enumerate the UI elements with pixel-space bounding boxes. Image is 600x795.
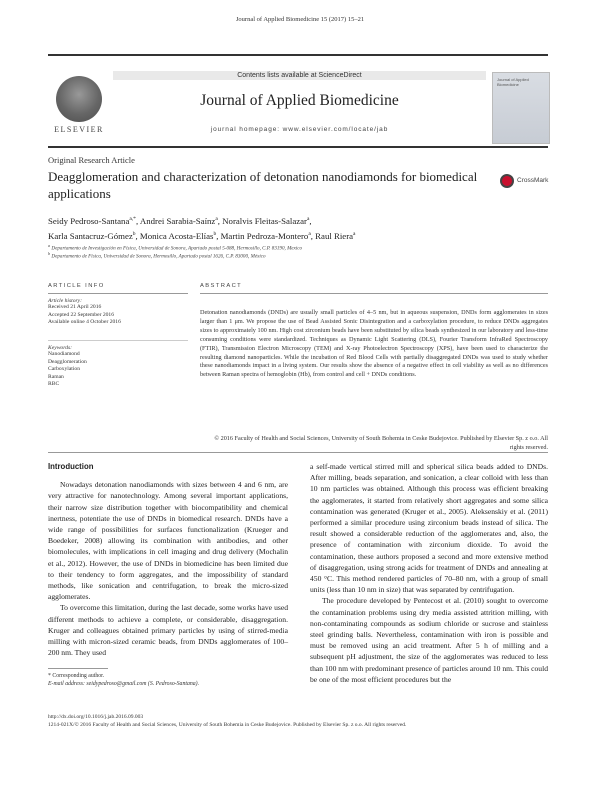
article-info-rule (48, 293, 188, 294)
author[interactable]: Andrei Sarabia-Saínz (139, 215, 216, 226)
doi-link[interactable]: http://dx.doi.org/10.1016/j.jab.2016.09.003 (48, 714, 144, 720)
keywords-rule (48, 340, 188, 341)
author-sup: a (353, 231, 356, 238)
author-sup: a,* (129, 216, 136, 222)
keywords-label: Keywords: (48, 345, 73, 351)
affiliation-text: Departamento de Investigación en Física, Universidad de Sonora, Apartado postal 5-088, Hermosillo, C.P. 83190, Mexico (51, 245, 303, 252)
abstract-rule (200, 293, 548, 294)
paragraph: Nowadays detonation nanodiamonds with sizes between 4 and 6 nm, are very attractive for nanotechnology. Among several important applications, their narrow size distribution together with biocompatibility and chemical inertness, potentiate the use of DNDs in biomedical research. DNDs have a wide range of possibilities for surfaces functionalization (Krueger and Boedeker, 2008) allowing its combination with antibodies, and other biomolecules, with implications in cell imaging and drug delivery (Mochalin et al., 2012). However, the use of DNDs in biomedicine has been limited due to their tendency to form aggregates, and the impossibility of standard methods, like sonication and centrifugation, to break the micro-sized agglomerates. (48, 480, 288, 602)
author[interactable]: Raul Riera (315, 231, 354, 242)
paragraph: a self-made vertical stirred mill and spherical silica beads added to DNDs. After milling, beads separation, and sonication, a clear colloid with less than 10 nm particles was obtained. Although this process was efficient breaking the agglomerates, it started from relatively short aggregates and some silica contamination was generated (Kruger et al., 2005). Aleksenskiy et al. (2011) performed a similar procedure using zirconium beads instead of silica. The result showed a considerable reduction of the agglomerates and, also, the presence of contamination with zirconium dioxide. To avoid the contamination, these authors proposed a second and more extensive method of disaggregation, using strong acids for treatment of DNDs and annealing at 450 °C. This method rendered particles of 70–80 nm, with a group of small units (less than 10 nm in size) that was separated by centrifugation. (310, 462, 548, 595)
cover-title: Journal of Applied Biomedicine (497, 77, 529, 87)
publisher-name: ELSEVIER (54, 125, 104, 134)
received-date: Received 21 April 2016 (48, 304, 102, 310)
footnote-rule (48, 668, 108, 669)
crossmark-label: CrossMark (517, 177, 549, 184)
author[interactable]: Seidy Pedroso-Santana (48, 215, 130, 226)
abstract-copyright: © 2016 Faculty of Health and Social Sciences, University of South Bohemia in Ceske Budejovice. Published by Elsevier Sp. z o.o. All rights reserved. (214, 435, 548, 451)
body-right-column (310, 461, 548, 685)
page-footer (48, 713, 548, 729)
author-sup: b (213, 231, 217, 238)
journal-homepage-link[interactable]: journal homepage: www.elsevier.com/locate/jab (210, 126, 389, 133)
paragraph: To overcome this limitation, during the last decade, some works have used different methods to achieve a complete, or considerable, disaggregation. Kruger and colleagues obtained primary particles by using of stirred-media milling with micron-sized ceramic beads, from DNDs agglomerates of 100–200 nm. They used (48, 603, 288, 658)
author-sup: a (215, 216, 218, 222)
affiliation-sup: b (48, 251, 51, 256)
author[interactable]: Monica Acosta-Elías (139, 231, 214, 242)
tree-icon (56, 76, 102, 122)
journal-cover-image (492, 72, 550, 144)
affiliation (48, 251, 548, 260)
paragraph: The procedure developed by Pentecost et al. (2010) sought to overcome the contamination problems using dry media assisted attrition milling, with non-contaminating compounds as sodium chloride or sucrose and stainless steel grinding balls. Nevertheless, contamination with iron is possible and must be removed using an acid treatment. After 5 h of milling and a subsequent pH adjustment, the size of the agglomerates was reduced to less than 100 nm with predominant presence of particles around 10 nm. This could be one of the most efficient procedures but the (310, 596, 548, 684)
header-bottom-rule (48, 146, 548, 148)
affiliation-sup: a (48, 243, 51, 248)
abstract-heading: ABSTRACT (200, 283, 243, 289)
article-title: Deagglomeration and characterization of detonation nanodiamonds for biomedical applications (48, 169, 478, 201)
corresponding-author: * Corresponding author. (48, 673, 105, 679)
keyword: Nanodiamond (48, 351, 80, 357)
contents-available[interactable]: Contents lists available at ScienceDirect (113, 71, 486, 80)
keywords-block (48, 345, 188, 389)
elsevier-logo (48, 72, 110, 134)
introduction-heading: Introduction (48, 462, 94, 471)
author-sup: b (132, 231, 136, 238)
accepted-date: Accepted 22 September 2016 (48, 311, 115, 318)
article-info-heading: ARTICLE INFO (48, 283, 105, 289)
author-email[interactable]: E-mail address: seidypedroso@gmail.com (S. Pedroso-Santana). (48, 681, 200, 687)
keyword: Raman (48, 373, 64, 380)
abstract-bottom-rule (48, 452, 548, 453)
author[interactable]: Karla Santacruz-Gómez (48, 231, 133, 242)
article-history (48, 298, 188, 327)
body-left-column (48, 461, 288, 658)
online-date: Available online 4 October 2016 (48, 319, 121, 326)
author[interactable]: Martin Pedroza-Montero (220, 231, 309, 242)
crossmark-icon (500, 174, 514, 188)
history-label: Article history: (48, 298, 83, 304)
footnote (48, 672, 298, 688)
author[interactable]: Noralvis Fleitas-Salazar (222, 215, 307, 226)
journal-citation: Journal of Applied Biomedicine 15 (2017) 15–21 (235, 16, 365, 23)
author-sup: a (308, 231, 311, 238)
keyword: RBC (48, 381, 60, 388)
crossmark-button[interactable] (500, 172, 548, 192)
keyword: Carboxylation (48, 366, 81, 373)
article-type: Original Research Article (48, 155, 135, 165)
author-list: Seidy Pedroso-Santana$^{a,*}$, Andrei Sarabia-Saínz$^a$, Noralvis Fleitas-Salazar$^a$, Karla Santacruz-Gómez$^b$, Monica Acosta-Elías$^b$, Martin Pedroza-Montero$^a$, Raul Riera$^a$ (48, 215, 356, 242)
journal-title: Journal of Applied Biomedicine (200, 92, 399, 109)
keyword: Deagglomeration (48, 358, 87, 365)
affiliation-text: Departamento de Física, Universidad de Sonora, Hermosillo, Apartado postal 1626, C.P. 83000, México (51, 253, 266, 260)
author-sup: a (306, 216, 310, 222)
header-top-rule (48, 54, 548, 56)
abstract-text: Detonation nanodiamonds (DNDs) are usually small particles of 4–5 nm, but in aqueous suspension, DNDs form agglomerates in sizes larger than 1 μm. We propose the use of Bead Assisted Sonic Disintegration and a carboxylation procedure, to reduce DNDs aggregates sizes to approximately 100 nm. High cost zirconium beads have been substituted by silica beads synthesized in our laboratory and less-time consuming conditions were standardized. Techniques as Dynamic Light Scattering (DLS), Fourier Transform InfraRed Spectroscopy (FTIR), Transmission Electron Microscopy (TEM) and X-ray Photoelectron Spectroscopy (XPS), have been used to characterize the resulting diamond nanoparticles. While the incubation of Red Blood Cells with partially disaggregated DNDs was used to study whether these nanodiamonds impact in a living system. Our results show the absence of a negative effect in cell viability as well as no differences between Raman spectra of hemoglobin (Hb), from control and cell + DNDs conditions. (200, 309, 548, 379)
issn-copyright: 1214-021X/© 2016 Faculty of Health and Social Sciences, University of South Bohemia in Ceske Budejovice. Published by Elsevier Sp. z o.o. All rights reserved. (48, 722, 407, 728)
